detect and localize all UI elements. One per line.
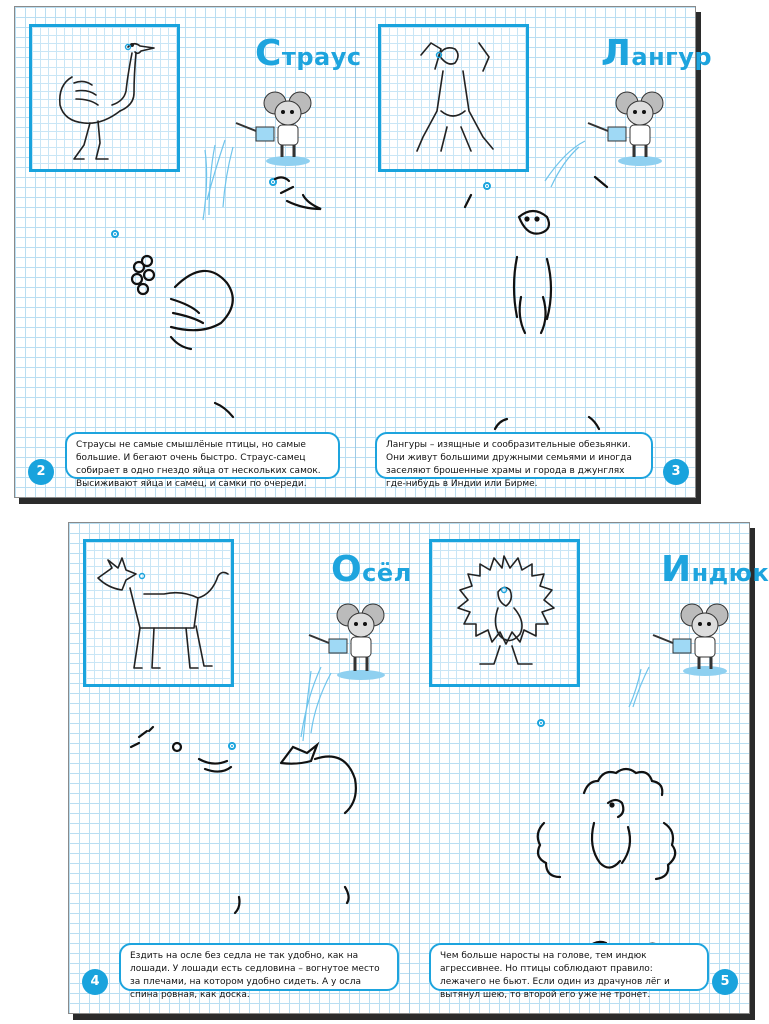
ostrich-practice-strokes [115,167,335,417]
title-rest: ангур [631,43,713,71]
water-splash [619,663,659,713]
title-initial: С [255,33,282,74]
turkey-reference-box [429,539,580,687]
ostrich-reference-box [29,24,180,172]
title-initial: О [331,549,363,590]
spine-fold [355,7,356,497]
turkey-practice-strokes [524,753,704,953]
langur-reference-box [378,24,529,172]
title-rest: ндюк [691,559,769,587]
donkey-reference-sketch [86,542,231,684]
title-rest: траус [281,43,362,71]
page-number-2: 2 [28,459,54,485]
title-initial: Л [601,33,632,74]
spread-pages-4-5 [68,522,769,1014]
spread-pages-2-3 [14,6,713,498]
caption-box-turkey: Чем больше наросты на голове, тем индюк агрессивнее. Но птицы соблюдают правило: лежачего не бьют. Если один из драчунов лёг и вытянул шею, то второй его уже не тронет. [429,943,709,991]
title-rest: сёл [362,559,412,587]
page-title-turkey [661,549,769,590]
page-title-donkey [331,549,412,590]
caption-box-langur: Лангуры – изящные и сообразительные обезьянки. Они живут большими дружными семьями и иногда заселяют брошенные храмы и города в джунглях где-нибудь в Индии или Бирме. [375,432,653,479]
turkey-reference-sketch [432,542,577,684]
start-dot[interactable] [537,719,545,727]
spine-fold [409,523,410,1013]
page-number-4: 4 [82,969,108,995]
mouse-with-watering-can-icon [580,81,680,171]
donkey-reference-box [83,539,234,687]
langur-practice-strokes [455,167,655,437]
ostrich-reference-sketch [32,27,177,169]
title-initial: И [661,549,692,590]
langur-reference-sketch [381,27,526,169]
page-number-3: 3 [663,459,689,485]
mouse-with-watering-can-icon [647,593,747,683]
caption-box-donkey: Ездить на осле без седла не так удобно, как на лошади. У лошади есть седловина – вогнутое место за плечами, на котором удобно сидеть. А у осла спина ровная, как доска. [119,943,399,991]
page-number-5: 5 [712,969,738,995]
caption-box-ostrich: Страусы не самые смышлёные птицы, но самые большие. И бегают очень быстро. Страус-самец собирает в одно гнездо яйца от нескольких самок. Высиживают яйца и самец, и самки по очереди. [65,432,340,479]
page-title-langur [601,33,712,74]
donkey-practice-strokes [125,713,385,923]
page-title-ostrich [255,33,362,74]
